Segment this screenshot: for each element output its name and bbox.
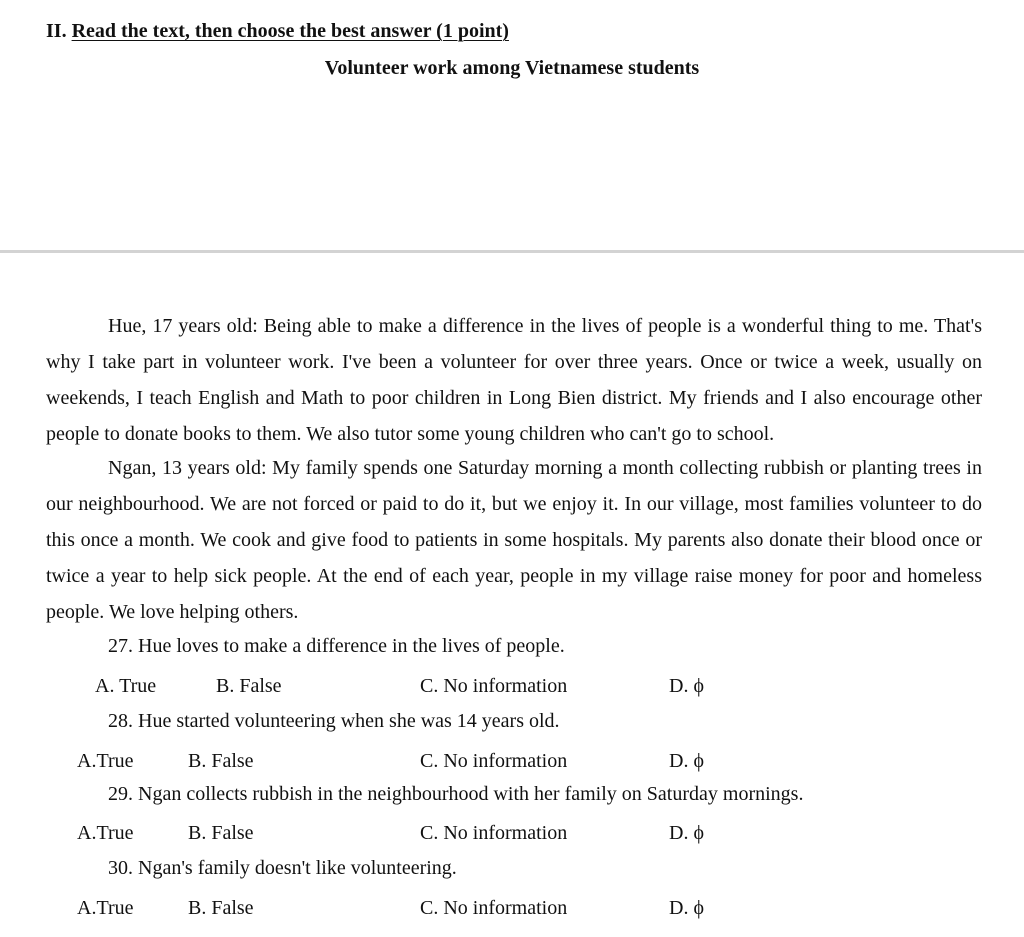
- question-30-option-d[interactable]: D. ϕ: [669, 897, 704, 919]
- question-27-option-a[interactable]: A. True: [95, 675, 157, 697]
- question-27-option-d[interactable]: D. ϕ: [669, 675, 704, 697]
- passage-paragraph-hue: Hue, 17 years old: Being able to make a difference in the lives of people is a wonderful thing to me. That's why I take part in volunteer work. I've been a volunteer for over three years. Once or twice a week, usually on weekends, I teach English and Math to poor children in Long Bien district. My friends and I also encourage other people to donate books to them. We also tutor some young children who can't go to school.: [46, 315, 982, 445]
- question-29-option-d[interactable]: D. ϕ: [669, 822, 704, 844]
- question-29-option-a[interactable]: A.True: [77, 822, 134, 844]
- question-30-option-b[interactable]: B. False: [188, 897, 254, 919]
- question-29: 29. Ngan collects rubbish in the neighbourhood with her family on Saturday mornings.: [108, 783, 804, 805]
- question-27-option-b[interactable]: B. False: [216, 675, 282, 697]
- question-30-option-a[interactable]: A.True: [77, 897, 134, 919]
- passage-paragraph-ngan: Ngan, 13 years old: My family spends one Saturday morning a month collecting rubbish or planting trees in our neighbourhood. We are not forced or paid to do it, but we enjoy it. In our village, most families volunteer to do this once a month. We cook and give food to patients in some hospitals. My parents also donate their blood once or twice a year to help sick people. At the end of each year, people in my village raise money for poor and homeless people. We love helping others.: [46, 457, 982, 623]
- page-divider: [0, 250, 1024, 253]
- question-29-option-b[interactable]: B. False: [188, 822, 254, 844]
- question-27-option-c[interactable]: C. No information: [420, 675, 568, 697]
- section-number: II.: [46, 20, 67, 42]
- question-28-option-b[interactable]: B. False: [188, 750, 254, 772]
- question-30-option-c[interactable]: C. No information: [420, 897, 568, 919]
- section-heading: [46, 20, 509, 43]
- question-28: 28. Hue started volunteering when she was 14 years old.: [108, 710, 560, 732]
- question-27: 27. Hue loves to make a difference in the lives of people.: [108, 635, 565, 657]
- question-28-option-a[interactable]: A.True: [77, 750, 134, 772]
- question-30: 30. Ngan's family doesn't like volunteering.: [108, 857, 457, 879]
- question-28-option-d[interactable]: D. ϕ: [669, 750, 704, 772]
- question-29-option-c[interactable]: C. No information: [420, 822, 568, 844]
- passage-title: Volunteer work among Vietnamese students: [324, 57, 700, 79]
- section-instruction: Read the text, then choose the best answer (1 point): [71, 20, 509, 42]
- question-28-option-c[interactable]: C. No information: [420, 750, 568, 772]
